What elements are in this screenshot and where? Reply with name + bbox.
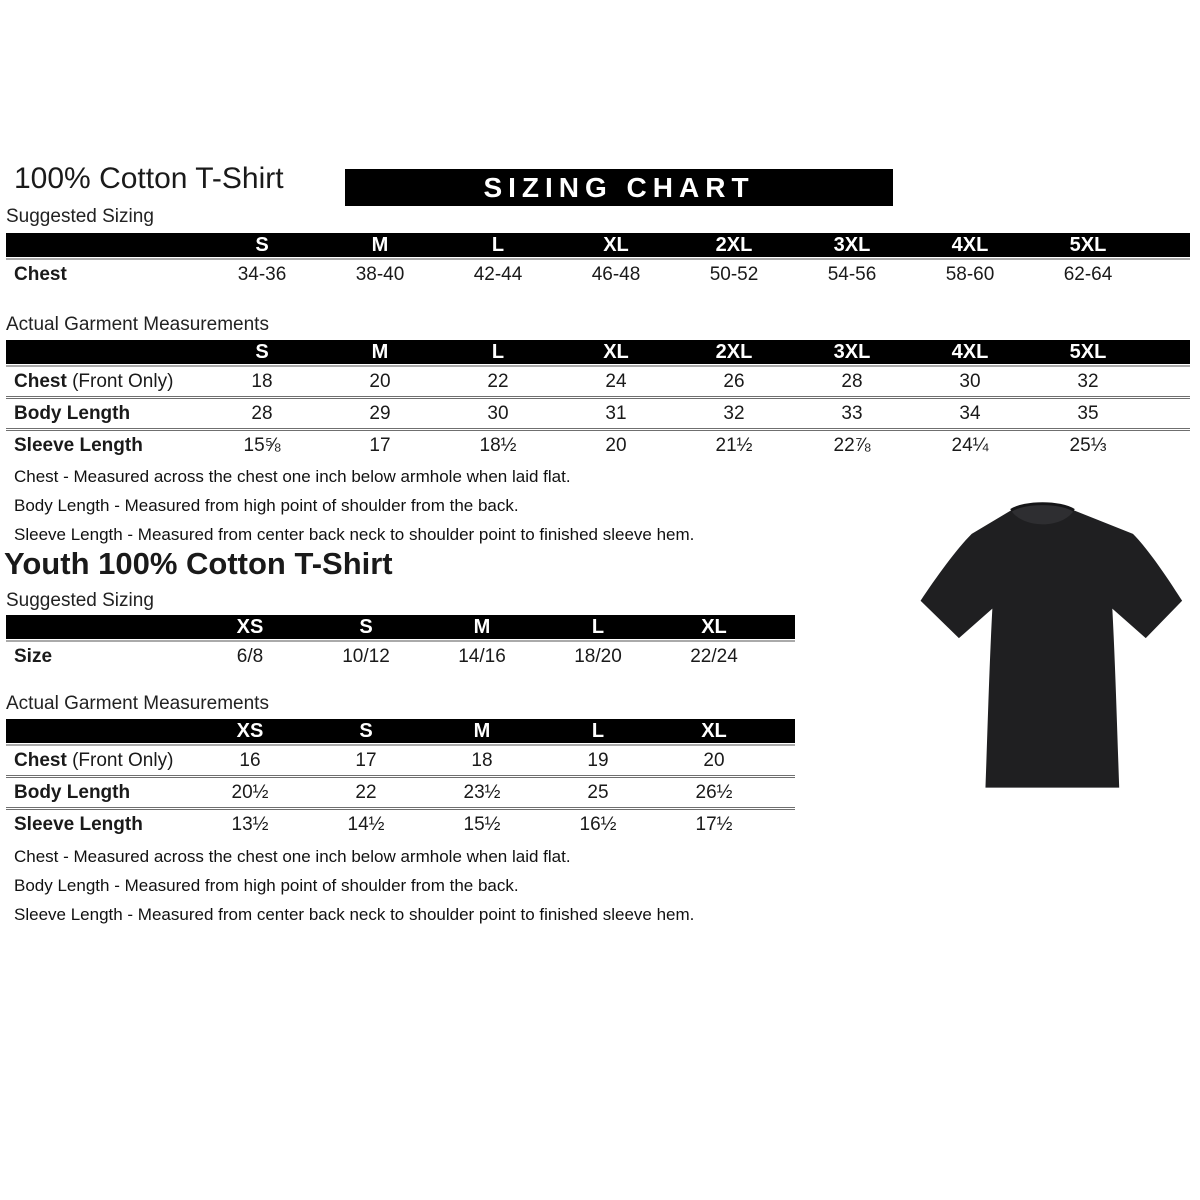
sleeve-length-value: 22⅞ [833,434,871,456]
table-row-chest-front-only [6,746,795,778]
sleeve-length-value: 15⅝ [243,434,281,456]
note-body-length: Body Length - Measured from high point of shoulder from the back. [14,496,519,515]
note-chest: Chest - Measured across the chest one inch below armhole when laid flat. [14,467,571,486]
column-header-xs: XS [236,615,264,638]
column-header-xs: XS [236,719,264,742]
chest-value: 20 [703,749,725,771]
body-length-value: 26½ [695,781,733,803]
size-value: 10/12 [342,645,390,667]
adult-suggested-header-row [6,233,1190,257]
row-label-sleeve-length: Sleeve Length [14,434,143,456]
youth-suggested-header-row [6,615,795,639]
chest-value: 18 [251,370,273,392]
column-header-s: S [255,233,269,256]
row-label-sleeve-length: Sleeve Length [14,813,143,835]
youth-actual-measurements-label: Actual Garment Measurements [6,693,269,714]
table-row-sleeve-length [6,810,795,839]
column-header-xl: XL [701,615,727,638]
body-length-value: 29 [369,402,391,424]
body-length-value: 33 [841,402,863,424]
chest-value: 58-60 [945,263,995,285]
chest-value: 34-36 [237,263,287,285]
column-header-m: M [473,615,491,638]
chest-value: 42-44 [473,263,523,285]
column-header-2xl: 2XL [715,233,753,256]
adult-suggested-sizing-table [6,233,1190,289]
adult-measurement-notes [14,462,694,549]
body-length-value: 20½ [231,781,269,803]
column-header-s: S [359,615,373,638]
column-header-xl: XL [701,719,727,742]
chest-value: 62-64 [1063,263,1113,285]
column-header-xl: XL [603,233,629,256]
adult-actual-measurements-table [6,340,1190,460]
body-length-value: 30 [487,402,509,424]
chest-value: 28 [841,370,863,392]
chest-value: 17 [355,749,377,771]
body-length-value: 34 [959,402,981,424]
note-chest: Chest - Measured across the chest one inch below armhole when laid flat. [14,847,571,866]
youth-actual-measurements-table [6,719,795,839]
chest-value: 54-56 [827,263,877,285]
note-body-length: Body Length - Measured from high point of shoulder from the back. [14,876,519,895]
chest-value: 18 [471,749,493,771]
chest-value: 46-48 [591,263,641,285]
chest-value: 19 [587,749,609,771]
chest-value: 20 [369,370,391,392]
column-header-m: M [473,719,491,742]
youth-suggested-sizing-table [6,615,795,671]
chest-value: 38-40 [355,263,405,285]
body-length-value: 25 [587,781,609,803]
note-sleeve-length: Sleeve Length - Measured from center back neck to shoulder point to finished sleeve hem. [14,525,695,544]
sleeve-length-value: 16½ [579,813,617,835]
sleeve-length-value: 25⅓ [1069,434,1107,456]
adult-suggested-sizing-label: Suggested Sizing [6,206,154,227]
table-row-chest [6,260,1190,289]
row-label-size: Size [14,645,53,667]
sleeve-length-value: 21½ [715,434,753,456]
note-sleeve-length: Sleeve Length - Measured from center back neck to shoulder point to finished sleeve hem. [14,905,695,924]
body-length-value: 28 [251,402,273,424]
sleeve-length-value: 13½ [231,813,269,835]
youth-measurement-notes [14,842,694,929]
column-header-4xl: 4XL [951,233,989,256]
table-row-size [6,642,795,671]
table-row-chest-front-only [6,367,1190,399]
chest-value: 22 [487,370,509,392]
youth-actual-header-row [6,719,795,743]
column-header-l: L [591,719,605,742]
size-value: 6/8 [236,645,264,667]
column-header-5xl: 5XL [1069,340,1107,363]
youth-suggested-sizing-label: Suggested Sizing [6,590,154,611]
page-title: 100% Cotton T-Shirt [14,162,284,195]
size-value: 14/16 [458,645,506,667]
column-header-l: L [491,233,505,256]
chest-value: 24 [605,370,627,392]
column-header-l: L [491,340,505,363]
sleeve-length-value: 17½ [695,813,733,835]
row-label-chest: Chest [14,263,67,285]
row-label-body-length: Body Length [14,402,131,424]
column-header-3xl: 3XL [833,340,871,363]
column-header-s: S [255,340,269,363]
table-row-sleeve-length [6,431,1190,460]
table-row-body-length [6,778,795,810]
size-value: 18/20 [574,645,622,667]
body-length-value: 22 [355,781,377,803]
sleeve-length-value: 17 [369,434,391,456]
black-tshirt-image [895,484,1190,810]
body-length-value: 31 [605,402,627,424]
column-header-2xl: 2XL [715,340,753,363]
sleeve-length-value: 15½ [463,813,501,835]
chest-value: 16 [239,749,261,771]
sleeve-length-value: 18½ [479,434,517,456]
chest-value: 30 [959,370,981,392]
sleeve-length-value: 20 [605,434,627,456]
column-header-m: M [371,340,389,363]
chest-value: 26 [723,370,745,392]
row-label-chest-front-only: Chest (Front Only) [14,370,174,392]
adult-actual-header-row [6,340,1190,364]
youth-section-title: Youth 100% Cotton T-Shirt [4,546,393,581]
sizing-chart-banner [345,169,893,206]
table-row-body-length [6,399,1190,431]
column-header-m: M [371,233,389,256]
body-length-value: 35 [1077,402,1099,424]
column-header-s: S [359,719,373,742]
column-header-5xl: 5XL [1069,233,1107,256]
column-header-4xl: 4XL [951,340,989,363]
column-header-3xl: 3XL [833,233,871,256]
row-label-chest-front-only: Chest (Front Only) [14,749,174,771]
sleeve-length-value: 24¼ [951,434,989,456]
adult-actual-measurements-label: Actual Garment Measurements [6,314,269,335]
row-label-body-length: Body Length [14,781,131,803]
column-header-xl: XL [603,340,629,363]
size-value: 22/24 [690,645,738,667]
sleeve-length-value: 14½ [347,813,385,835]
body-length-value: 32 [723,402,745,424]
sizing-chart-banner-label: SIZING CHART [483,171,755,203]
body-length-value: 23½ [463,781,501,803]
column-header-l: L [591,615,605,638]
chest-value: 32 [1077,370,1099,392]
tshirt-icon [895,484,1190,810]
chest-value: 50-52 [709,263,759,285]
